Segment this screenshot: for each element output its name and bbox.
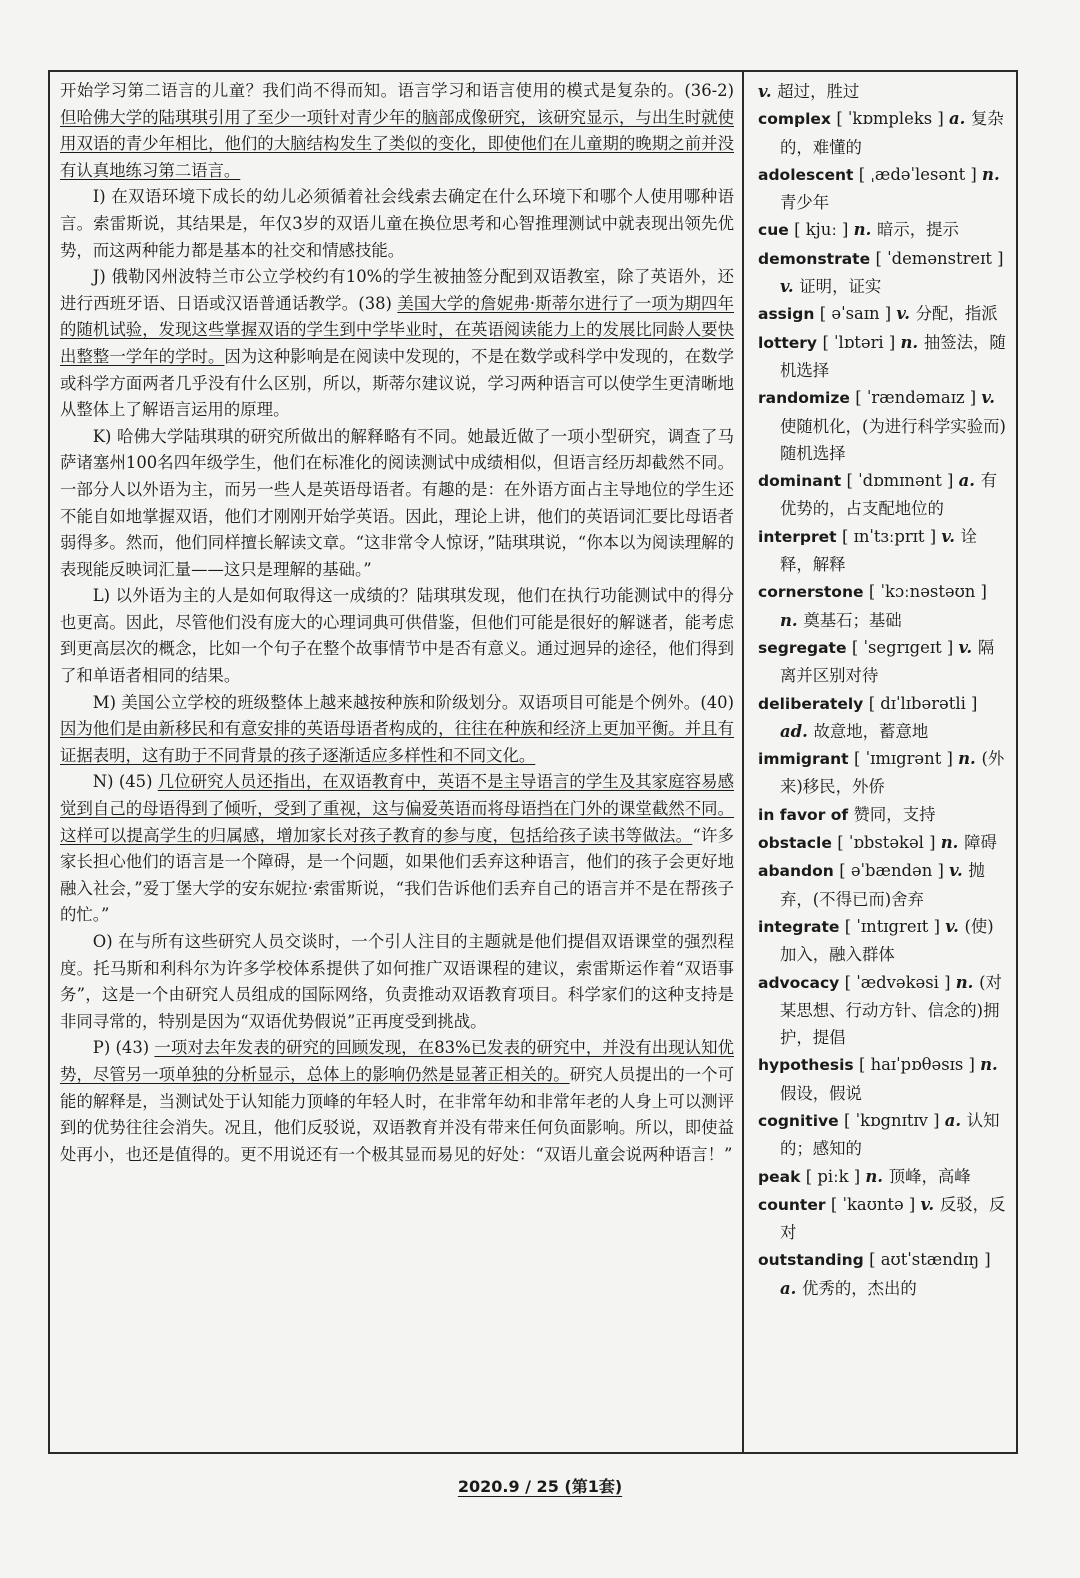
vocab-meaning: 抛弃，(不得已而)舍弃 [780, 861, 985, 909]
passage-text: M) 美国公立学校的班级整体上越来越按种族和阶级划分。双语项目可能是个例外。(40) [92, 692, 734, 712]
vocab-part-of-speech: n. [865, 1166, 889, 1186]
vocab-ipa: [ ˌædəˈlesənt ] [858, 164, 983, 184]
vocab-entry [758, 1246, 1006, 1302]
vocab-entry [758, 300, 1006, 328]
vocab-ipa: [ əˈbændən ] [839, 861, 950, 881]
vocab-word: deliberately [758, 694, 869, 713]
vocab-word: abandon [758, 862, 840, 881]
vocab-word: cue [758, 221, 795, 240]
vocab-word: lottery [758, 333, 823, 352]
vocab-word: hypothesis [758, 1056, 859, 1075]
vocab-meaning: 有优势的，占支配地位的 [780, 471, 998, 519]
vocab-entry [758, 245, 1006, 301]
vocab-entry [758, 1191, 1006, 1247]
page-number: 2020.9 / 25 (第1套) [457, 1477, 623, 1496]
vocab-word: dominant [758, 472, 847, 491]
vocab-entry [758, 467, 1006, 523]
vocab-meaning: (使)加入，融入群体 [780, 916, 994, 965]
vocab-ipa: [ ˈdɒmɪnənt ] [846, 471, 959, 491]
vocab-word: integrate [758, 917, 845, 936]
vocab-entry [758, 1107, 1006, 1163]
passage-text: 开始学习第二语言的儿童？我们尚不得而知。语言学习和语言使用的模式是复杂的。(36-2) [60, 81, 734, 100]
passage-text: L) 以外语为主的人是如何取得这一成绩的？陆琪琪发现，他们在执行功能测试中的得分也更高。因此，尽管他们没有庞大的心理词典可供借鉴，但他们可能是很好的解谜者，能考虑到更高层次的概念，比如一个句子在整个故事情节中是否有意义。通过迥异的途径，他们得到了和单语者相同的结果。 [60, 586, 734, 686]
vocab-word: advocacy [758, 973, 845, 992]
vocab-part-of-speech: n. [955, 972, 980, 992]
vocab-part-of-speech: v. [958, 637, 978, 657]
vocab-part-of-speech: v. [780, 277, 800, 297]
vocab-ipa: [ dɪˈlɪbərətli ] [868, 693, 978, 713]
vocab-entry [758, 634, 1006, 690]
vocab-word: immigrant [758, 750, 854, 769]
passage-paragraph-pO [60, 929, 734, 1035]
vocab-meaning: 障碍 [964, 833, 997, 853]
passage-paragraph-pN [60, 769, 734, 929]
vocab-meaning: 隔离并区别对待 [780, 637, 995, 686]
vocab-meaning: 使随机化，(为进行科学实验而)随机选择 [780, 416, 1006, 463]
vocab-entry [758, 969, 1006, 1052]
vocab-ipa: [ ˈdemənstreɪt ] [875, 248, 1004, 268]
vocab-meaning: 优秀的，杰出的 [802, 1278, 917, 1298]
passage-paragraph-pM [60, 690, 734, 770]
vocab-word: interpret [758, 527, 842, 546]
vocab-meaning: 认知的；感知的 [780, 1110, 1000, 1159]
vocab-meaning: 超过，胜过 [777, 82, 860, 101]
vocab-entry [758, 161, 1006, 217]
underlined-answer-sentence: 美国大学的詹妮弗·斯蒂尔进行了一项为期四年的随机试验，发现这些掌握双语的学生到中学毕业时，在英语阅读能力上的发展比同龄人要快出整整一学年的学时。 [60, 293, 734, 366]
vocab-ipa: [ ˈædvəkəsi ] [844, 972, 956, 992]
vocabulary-column [744, 72, 1016, 1452]
vocab-meaning: (对某思想、行动方针、信念的)拥护，提倡 [780, 972, 1002, 1048]
passage-paragraph-pJ [60, 264, 734, 424]
vocab-entry [758, 523, 1006, 579]
vocab-word: peak [758, 1167, 806, 1186]
vocab-meaning: 故意地，蓄意地 [813, 721, 929, 741]
vocab-meaning: 假设，假说 [780, 1083, 862, 1103]
vocab-ipa: [ haɪˈpɒθəsɪs ] [859, 1055, 981, 1075]
vocab-entry [758, 105, 1006, 161]
vocab-entry [758, 857, 1006, 913]
vocab-meaning: 诠释，解释 [780, 526, 978, 575]
vocab-ipa: [ ˈɪmɪgrənt ] [853, 749, 959, 769]
vocab-entry [758, 1051, 1006, 1107]
vocab-meaning: 暗示，提示 [877, 220, 959, 240]
vocab-ipa: [ ˈɒbstəkəl ] [837, 833, 941, 853]
vocab-part-of-speech: n. [853, 220, 877, 240]
vocab-meaning: 证明，证实 [799, 277, 882, 297]
vocab-entry [758, 78, 1006, 105]
vocab-ipa: [ aʊtˈstændɪŋ ] [869, 1250, 991, 1270]
vocab-part-of-speech: n. [980, 1055, 998, 1075]
vocab-entry [758, 1163, 1006, 1191]
vocab-part-of-speech: v. [981, 388, 995, 408]
vocab-ipa: [ piːk ] [805, 1166, 866, 1186]
vocab-part-of-speech: n. [940, 833, 965, 853]
vocab-part-of-speech: v. [949, 861, 969, 881]
vocab-entry [758, 913, 1006, 969]
vocab-meaning: (外来)移民，外侨 [780, 749, 1005, 797]
passage-paragraph-pL [60, 583, 734, 689]
passage-text: N) (45) [92, 772, 158, 792]
vocab-meaning: 复杂的，难懂的 [780, 109, 1004, 157]
vocab-part-of-speech: a. [944, 1110, 967, 1130]
passage-text: K) 哈佛大学陆琪琪的研究所做出的解释略有不同。她最近做了一项小型研究，调查了马萨诸塞州100名四年级学生，他们在标准化的阅读测试中成绩相似，但语言经历却截然不同。一部分人以外语为主，而另一些人是英语母语者。有趣的是：在外语方面占主导地位的学生还不能自如地掌握双语，他们才刚刚开始学英语。因此，理论上讲，他们的英语词汇要比母语者弱得多。然而，他们同样擅长解读文章。“这非常令人惊讶，”陆琪琪说，“你本以为阅读理解的表现能反映词汇量——这只是理解的基础。” [60, 426, 734, 579]
underlined-answer-sentence: 但哈佛大学的陆琪琪引用了至少一项针对青少年的脑部成像研究，该研究显示，与出生时就使用双语的青少年相比，他们的大脑结构发生了类似的变化，即使他们在儿童期的晚期之前并没有认真地练习第二语言。 [60, 107, 734, 180]
underlined-answer-sentence: 因为他们是由新移民和有意安排的英语母语者构成的，往往在种族和经济上更加平衡。并且有证据表明，这有助于不同背景的孩子逐渐适应多样性和不同文化。 [60, 719, 734, 765]
passage-text: I) 在双语环境下成长的幼儿必须循着社会线索去确定在什么环境下和哪个人使用哪种语言。索雷斯说，其结果是，年仅3岁的双语儿童在换位思考和心智推理测试中就表现出领先优势，而这两种能力都是基本的社交和情感技能。 [60, 187, 734, 260]
vocab-entry [758, 384, 1006, 467]
vocab-entry [758, 690, 1006, 746]
passage-paragraph-pP [60, 1035, 734, 1168]
passage-text: J) 俄勒冈州波特兰市公立学校约有10%的学生被抽签分配到双语教室，除了英语外，还进行西班牙语、日语或汉语普通话教学。(38) [60, 267, 734, 313]
vocab-ipa: [ ˈsegrɪgeɪt ] [851, 637, 959, 657]
vocab-word: adolescent [758, 165, 859, 184]
passage-paragraph-pI [60, 184, 734, 264]
passage-text: “许多家长担心他们的语言是一个障碍，是一个问题，如果他们丢弃这种语言，他们的孩子会更好地融入社会，”爱丁堡大学的安东妮拉·索雷斯说，“我们告诉他们丢弃自己的语言并不是在帮孩子的忙。” [60, 825, 734, 925]
vocab-part-of-speech: n. [780, 610, 804, 630]
vocab-word: outstanding [758, 1251, 870, 1270]
passage-text: P) (43) [92, 1038, 155, 1058]
vocab-word: counter [758, 1195, 831, 1214]
vocab-part-of-speech: n. [900, 332, 924, 352]
vocab-entry [758, 329, 1006, 385]
passage-column [50, 72, 744, 1452]
vocab-word: complex [758, 110, 837, 129]
vocab-word: assign [758, 305, 820, 324]
vocab-ipa: [ ɪnˈtɜːprɪt ] [841, 526, 942, 546]
vocab-ipa: [ ˈkɔːnəstəʊn ] [868, 582, 987, 602]
vocab-word: segregate [758, 638, 852, 657]
vocab-entry [758, 829, 1006, 857]
vocab-meaning: 分配，指派 [915, 304, 998, 324]
passage-text: 研究人员提出的一个可能的解释是，当测试处于认知能力顶峰的年轻人时，在非常年幼和非常年老的人身上可以测评到的优势往往会消失。况且，他们反驳说，双语教育并没有带来任何负面影响。所以，即使益处再小，也还是值得的。更不用说还有一个极其显而易见的好处：“双语儿童会说两种语言！” [60, 1064, 735, 1164]
vocab-ipa: [ ˈkɒmpleks ] [836, 109, 949, 129]
vocab-word: randomize [758, 389, 856, 408]
vocab-part-of-speech: v. [945, 916, 965, 936]
vocab-meaning: 赞同，支持 [853, 804, 936, 824]
vocab-part-of-speech: n. [958, 749, 982, 769]
vocab-ipa: [ kjuː ] [794, 220, 854, 240]
vocab-meaning: 顶峰，高峰 [888, 1166, 971, 1186]
vocab-part-of-speech: v. [758, 82, 778, 101]
passage-text: O) 在与所有这些研究人员交谈时，一个引人注目的主题就是他们提倡双语课堂的强烈程度。托马斯和利科尔为许多学校体系提供了如何推广双语课程的建议，索雷斯运作着“双语事务”，这是一个由研究人员组成的国际网络，负责推动双语教育项目。科学家们的这种支持是非同寻常的，特别是因为“双语优势假说”正再度受到挑战。 [60, 932, 734, 1031]
vocab-entry [758, 216, 1006, 244]
vocab-ipa: [ ˈɪntɪgreɪt ] [844, 916, 946, 936]
vocab-part-of-speech: a. [958, 471, 981, 491]
underlined-answer-sentence: 几位研究人员还指出，在双语教育中，英语不是主导语言的学生及其家庭容易感觉到自己的母语得到了倾听，受到了重视，这与偏爱英语而将母语挡在门外的课堂截然不同。这样可以提高学生的归属感，增加家长对孩子教育的参与度，包括给孩子读书等做法。 [60, 772, 735, 845]
vocab-meaning: 抽签法，随机选择 [780, 332, 1006, 380]
vocab-meaning: 奠基石；基础 [803, 610, 902, 630]
vocab-word: demonstrate [758, 249, 876, 268]
underlined-answer-sentence: 一项对去年发表的研究的回顾发现，在83%已发表的研究中，并没有出现认知优势，尽管另一项单独的分析显示，总体上的影响仍然是显著正相关的。 [60, 1038, 734, 1084]
page-frame [48, 70, 1018, 1454]
vocab-entry [758, 801, 1006, 829]
vocab-ipa: [ ˈkaʊntə ] [830, 1194, 921, 1214]
vocab-part-of-speech: a. [948, 109, 972, 129]
vocab-part-of-speech: v. [941, 526, 961, 546]
vocab-meaning: 反驳，反对 [780, 1194, 1006, 1243]
vocab-word: cornerstone [758, 583, 869, 602]
passage-paragraph-pK [60, 424, 734, 584]
vocab-part-of-speech: v. [920, 1194, 940, 1214]
vocab-entry [758, 745, 1006, 801]
passage-text: 因为这种影响是在阅读中发现的，不是在数学或科学中发现的，在数学或科学方面两者几乎没有什么区别，所以，斯蒂尔建议说，学习两种语言可以使学生更清晰地从整体上了解语言运用的原理。 [60, 346, 735, 420]
vocab-ipa: [ ˈrændəmaɪz ] [855, 388, 982, 408]
vocab-part-of-speech: a. [780, 1278, 803, 1298]
vocab-part-of-speech: n. [982, 164, 1000, 184]
vocab-word: cognitive [758, 1111, 845, 1130]
vocab-ipa: [ ˈkɒgnɪtɪv ] [844, 1110, 945, 1130]
vocab-meaning: 青少年 [780, 193, 830, 213]
vocab-part-of-speech: ad. [780, 721, 814, 741]
vocab-word: obstacle [758, 834, 838, 853]
vocab-part-of-speech: v. [896, 304, 916, 324]
vocab-ipa: [ ˈlɒtəri ] [822, 332, 901, 352]
vocab-ipa: [ əˈsaɪn ] [819, 304, 897, 324]
passage-paragraph-p0 [60, 78, 734, 184]
page-footer [0, 1474, 1080, 1497]
vocab-entry [758, 578, 1006, 634]
vocab-word: in favor of [758, 805, 854, 824]
